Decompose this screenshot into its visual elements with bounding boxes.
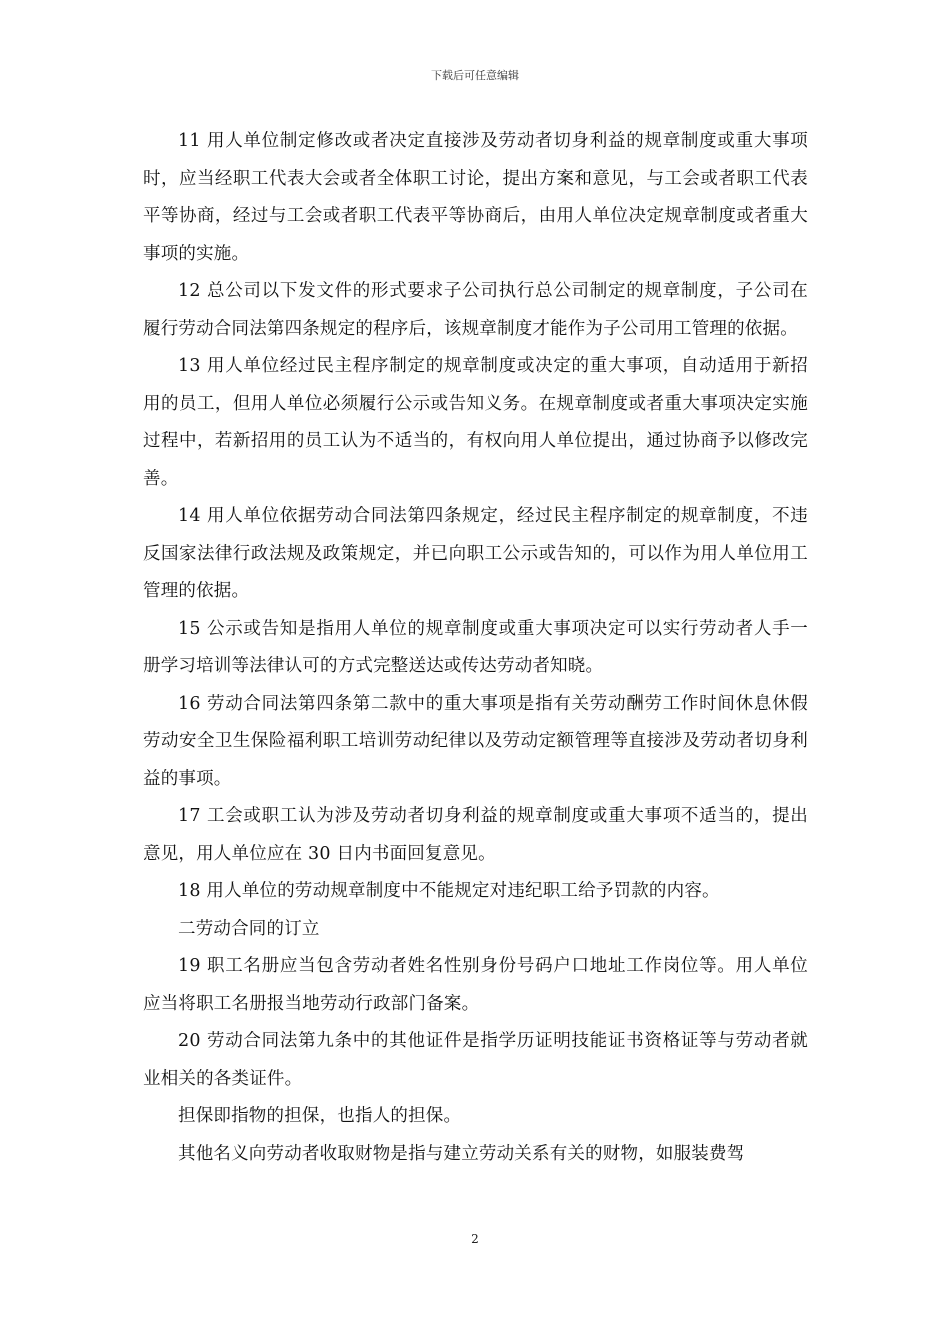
paragraph-15: 15 公示或告知是指用人单位的规章制度或重大事项决定可以实行劳动者人手一册学习培训等法律认可的方式完整送达或传达劳动者知晓。 [143, 618, 808, 676]
paragraph-12: 12 总公司以下发文件的形式要求子公司执行总公司制定的规章制度，子公司在履行劳动合同法第四条规定的程序后，该规章制度才能作为子公司用工管理的依据。 [143, 281, 808, 339]
paragraph-14: 14 用人单位依据劳动合同法第四条规定，经过民主程序制定的规章制度，不违反国家法律行政法规及政策规定，并已向职工公示或告知的，可以作为用人单位用工管理的依据。 [143, 506, 808, 601]
paragraph-11: 11 用人单位制定修改或者决定直接涉及劳动者切身利益的规章制度或重大事项时，应当经职工代表大会或者全体职工讨论，提出方案和意见，与工会或者职工代表平等协商，经过与工会或者职工代表平等协商后，由用人单位决定规章制度或者重大事项的实施。 [143, 131, 808, 264]
page-header: 下载后可任意编辑 [431, 69, 519, 82]
section-heading: 二劳动合同的订立 [178, 918, 320, 939]
paragraph-16: 16 劳动合同法第四条第二款中的重大事项是指有关劳动酬劳工作时间休息休假劳动安全卫生保险福利职工培训劳动纪律以及劳动定额管理等直接涉及劳动者切身利益的事项。 [143, 693, 808, 789]
page-number: 2 [471, 1232, 479, 1246]
paragraph-other-property: 其他名义向劳动者收取财物是指与建立劳动关系有关的财物，如服装费驾 [178, 1143, 745, 1164]
paragraph-17: 17 工会或职工认为涉及劳动者切身利益的规章制度或重大事项不适当的，提出意见，用人单位应在 30 日内书面回复意见。 [143, 806, 808, 864]
document-body [143, 123, 808, 1173]
paragraph-19: 19 职工名册应当包含劳动者姓名性别身份号码户口地址工作岗位等。用人单位应当将职工名册报当地劳动行政部门备案。 [143, 956, 808, 1014]
paragraph-20: 20 劳动合同法第九条中的其他证件是指学历证明技能证书资格证等与劳动者就业相关的各类证件。 [143, 1031, 808, 1089]
paragraph-guarantee: 担保即指物的担保，也指人的担保。 [178, 1106, 462, 1126]
paragraph-13: 13 用人单位经过民主程序制定的规章制度或决定的重大事项，自动适用于新招用的员工，但用人单位必须履行公示或告知义务。在规章制度或者重大事项决定实施过程中，若新招用的员工认为不适当的，有权向用人单位提出，通过协商予以修改完善。 [143, 356, 808, 489]
paragraph-18: 18 用人单位的劳动规章制度中不能规定对违纪职工给予罚款的内容。 [178, 881, 720, 901]
